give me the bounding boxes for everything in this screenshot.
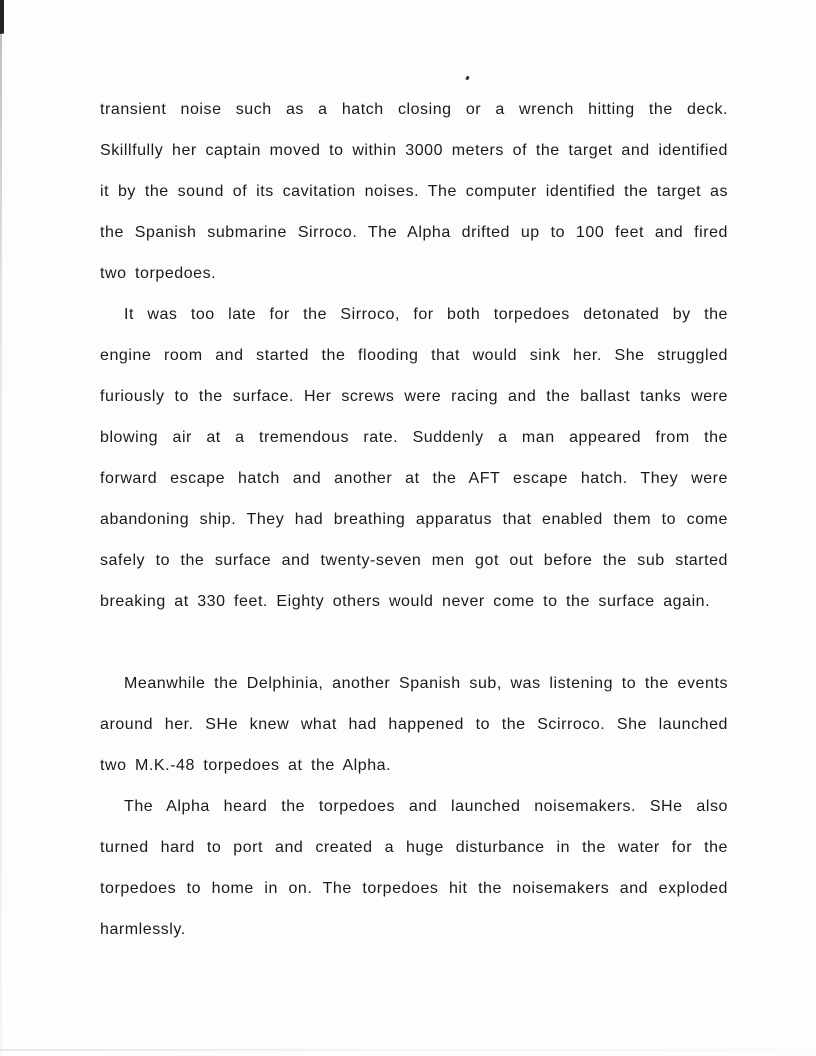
paragraph-2: It was too late for the Sirroco, for both torpedoes detonated by the engine room and started the flooding that would sink her. She struggled furiously to the surface. Her screws were racing and the ballast tanks were blowing air at a tremendous rate. Suddenly a man appeared from the forward escape hatch and another at the AFT escape hatch. They were abandoning ship. They had breathing apparatus that enabled them to come safely to the surface and twenty-seven men got out before the sub started breaking at 330 feet. Eighty others would never come to the surface again. xyxy=(100,306,728,610)
paragraph-gap xyxy=(100,622,728,663)
paragraph-1: transient noise such as a hatch closing or a wrench hitting the deck. Skillfully her captain moved to within 3000 meters of the target and identified it by the sound of its cavitation noises. The computer identified the target as the Spanish submarine Sirroco. The Alpha drifted up to 100 feet and fired two torpedoes. xyxy=(100,101,728,282)
scan-speck xyxy=(465,76,470,81)
scan-bottom-edge xyxy=(0,1049,816,1051)
document-body xyxy=(100,89,728,950)
paragraph-3: Meanwhile the Delphinia, another Spanish sub, was listening to the events around her. SHe knew what had happened to the Scirroco. She launched two M.K.-48 torpedoes at the Alpha. xyxy=(100,675,728,774)
scan-edge-mark xyxy=(0,0,4,34)
paragraph-4: The Alpha heard the torpedoes and launched noisemakers. SHe also turned hard to port and created a huge disturbance in the water for the torpedoes to home in on. The torpedoes hit the noisemakers and exploded harmlessly. xyxy=(100,798,728,938)
page-edge-shadow xyxy=(0,0,2,1056)
